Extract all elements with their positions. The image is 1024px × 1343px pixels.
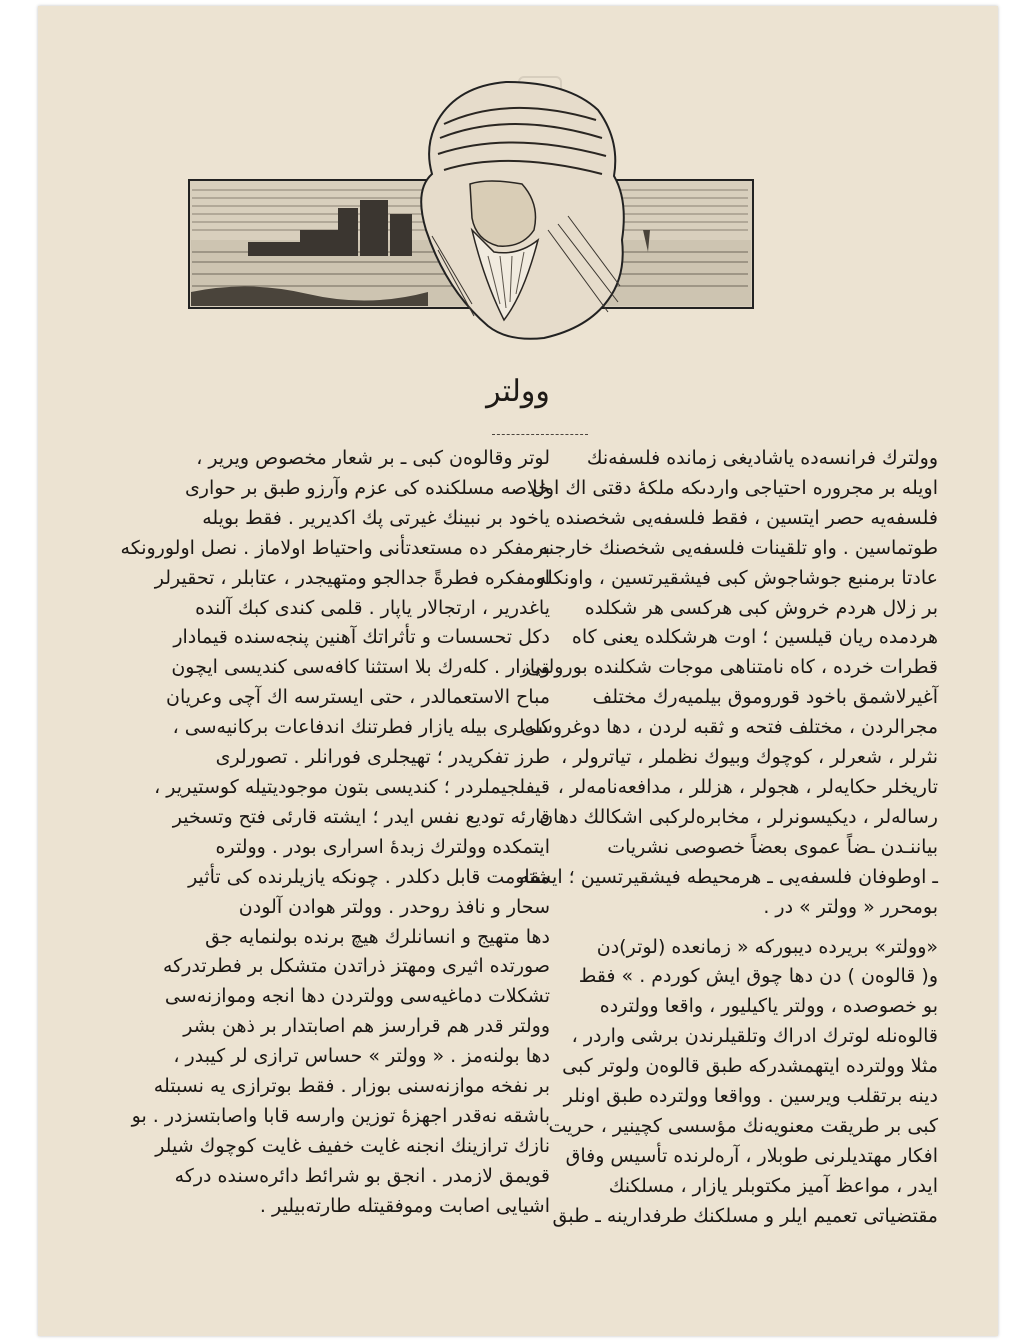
text-line: برمفكر دە مستعدتأنى واحتياط اولاماز . نصل اولورونكه	[120, 536, 550, 559]
text-line: مجرالردن ، مختلف فتحه و ثقبه لردن ، دها دوغروسى	[521, 716, 938, 739]
voltaire-engraving	[188, 80, 754, 350]
right-column	[519, 444, 938, 1232]
text-line: هردمده ريان قيلسين ؛ اوت هرشكلده يعنى كاه	[571, 626, 938, 649]
text-line: تشكلات دماغيەسى وولتردن دها انجه وموازنەسى	[164, 985, 550, 1008]
text-line: مثلا وولترده ايتهمشدركه طبق قالوەن ولوتر كبى	[562, 1055, 938, 1078]
text-line: اويله بر مجرورە احتياجى واردىكه ملكۀ دقتى اك اول	[531, 476, 938, 499]
text-line: كلەلرى بيله يازار فطرتنك اندفاعات بركانيەسى ،	[172, 716, 550, 739]
left-column	[120, 444, 550, 1222]
page-sheet	[38, 6, 998, 1336]
text-line: بومحرر « وولتر » در .	[763, 895, 938, 918]
title-divider	[492, 434, 588, 435]
text-line: سحار و نافذ روحدر . وولتر هوادن آلودن	[238, 895, 550, 918]
text-line: ـ اوطوفان فلسفەيى ـ هرمحيطه فيشقيرتسين ؛ ايشته	[519, 865, 938, 888]
text-line: بياننـدن ـضاً عموى بعضاً خصوصى نشريات	[607, 835, 938, 858]
text-line: ياخود بر نبينك غيرتى پك اكديرير . فقط بويله	[202, 506, 550, 529]
text-line: نازك ترازينك انجنه غايت خفيف غايت كوچوك شيلر	[155, 1134, 550, 1157]
text-line: اشيايى اصابت وموفقيتله طارتەبيلير .	[259, 1194, 550, 1217]
text-line: دكل تحسسات و تأثراتك آهنين پنجەسنده قيمادار	[173, 626, 550, 649]
text-line: رسالەلر ، ديكيسونرلر ، مخابرەلركبى اشكالك دهان	[539, 805, 938, 828]
text-line: آغيرلاشمق باخود قوروموق بيلميەرك مختلف	[592, 686, 938, 709]
text-line: كبى بر طريقت معنويەنك مؤسسى كچينير ، حريت	[548, 1114, 938, 1137]
text-line: قارئه توديع نفس ايدر ؛ ايشته قارئى فتح وتسخير	[172, 805, 550, 828]
text-line: قويمق لازمدر . انجق بو شرائط دائرەسنده دركه	[174, 1164, 550, 1187]
text-line: طرز تفكريدر ؛ تهيجلرى فورانلر . تصورلرى	[215, 746, 550, 769]
text-line: خلاصه مسلكنده كى عزم وآرزو طبق بر حوارى	[184, 476, 550, 499]
text-line: دها بولنەمز . « وولتر » حساس ترازى لر كيبدر ،	[173, 1045, 550, 1068]
text-line: مقاومت قابل دكلدر . چونكه يازيلرنده كى تأثير	[188, 865, 550, 888]
text-line: مقتضياتى تعميم ايلر و مسلكنك طرفدارينه ـ طبق	[552, 1204, 938, 1227]
text-line: بو خصوصده ، وولتر ياكيليور ، واقعا وولترده	[599, 995, 938, 1018]
article-title: وولتر	[486, 374, 550, 409]
text-line: اومفكره فطرةً جدالجو ومتهيجدر ، عتابلر ، تحقيرلر	[154, 566, 550, 589]
text-line: بر نفخه موازنەسنى بوزار . فقط بوترازى يه نسبتله	[153, 1075, 550, 1098]
text-line: صورتده اثيرى ومهتز ذراتدن متشكل بر فطرتدركه	[162, 955, 550, 978]
text-line: و( قالوەن ) دن دها چوق ايش كوردم . » فقط	[578, 965, 938, 988]
text-line: وولترك فرانسەده ياشاديغى زمانده فلسفەنك	[586, 447, 938, 469]
text-line: ايتمكده وولترك زبدهٔ اسرارى بودر . وولتره	[215, 835, 550, 858]
text-line: تاريخلر حكايەلر ، هجولر ، هزللر ، مدافعەنامەلر ،	[557, 775, 938, 798]
text-line: طوتماسين . واو تلقينات فلسفەيى شخصنك خارجنه	[538, 536, 938, 559]
text-line: مباح الاستعمالدر ، حتى ايسترسه اك آچى وعريان	[166, 686, 550, 709]
text-line: «وولتر» بريرده ديبوركه « زمانعده (لوتر)دن	[596, 935, 938, 958]
text-line: افكار مهتديلرنى طوبلار ، آرەلرنده تأسيس وفاق	[565, 1144, 938, 1167]
text-line: باشقه نەقدر اجهزهٔ توزين وارسه قابا واصابتسزدر . بو	[131, 1104, 550, 1127]
paragraph-break	[562, 923, 938, 933]
text-line: فلسفەيه حصر ايتسين ، فقط فلسفەيى شخصنده	[555, 506, 938, 529]
text-line: بر زلال هردم خروش كبى هركسى هر شكلده	[584, 596, 938, 619]
text-line: عادتا برمنبع جوشاجوش كبى فيشقيرتسين ، واونكله	[536, 566, 938, 589]
text-line: وولتر قدر هم قرارسز هم اصابتدار بر ذهن بشر	[183, 1015, 550, 1038]
text-line: قطرات خرده ، كاه نامتناهى موجات شكلنده بورولتى،	[520, 656, 938, 679]
text-line: دها متهيج و انسانلرك هيچ برنده بولنمايه جق	[205, 925, 550, 948]
text-line: ياغدرير ، ارتجالار ياپار . قلمى كندى كبك آلنده	[195, 596, 550, 619]
text-line: ايدر ، مواعظ آميز مكتوبلر يازار ، مسلكنك	[608, 1174, 938, 1197]
text-line: نثرلر ، شعرلر ، كوچوك وبيوك نظملر ، تياترولر ،	[561, 746, 938, 769]
text-line: ويازار . كلەرك بلا استثنا كافەسى كنديسى ايچون	[171, 656, 550, 679]
text-line: دينه برتقلب ويرسين . وواقعا وولترده طبق اونلر	[563, 1085, 938, 1108]
text-line: لوتر وقالوەن كبى ـ بر شعار مخصوص ويرير ،	[196, 447, 550, 469]
text-line: قيفلجيملردر ؛ كنديسى بتون موجوديتيله كوستيرير ،	[154, 775, 550, 798]
text-line: قالوەنله لوترك ادراك وتلقيلرندن برشى واردر ،	[571, 1025, 938, 1048]
